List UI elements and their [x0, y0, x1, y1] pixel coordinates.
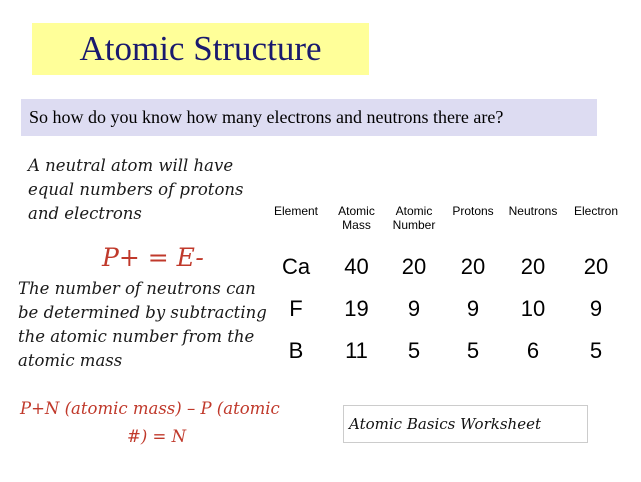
- page-title: Atomic Structure: [79, 29, 322, 68]
- cell-atomic-mass: 11: [345, 338, 368, 363]
- cell-protons: 5: [466, 338, 480, 363]
- header-atomic-number: Atomic Number: [392, 204, 436, 232]
- cell-electron: 5: [589, 338, 603, 363]
- question-text: So how do you know how many electrons and neutrons there are?: [29, 107, 504, 127]
- worksheet-label: Atomic Basics Worksheet: [349, 415, 541, 433]
- cell-atomic-number: 9: [407, 296, 421, 321]
- cell-electron: 20: [583, 254, 609, 279]
- cell-atomic-mass: 40: [344, 254, 369, 279]
- neutral-atom-note: A neutral atom will have equal numbers of protons and electrons: [28, 156, 244, 223]
- cell-neutrons: 20: [520, 254, 546, 279]
- cell-neutrons: 10: [520, 296, 546, 321]
- table-row: [262, 330, 627, 372]
- table-row: [262, 288, 627, 330]
- table-header-row: [262, 196, 627, 246]
- table-row: [262, 246, 627, 288]
- worksheet-link-box[interactable]: [343, 405, 588, 443]
- formula-line-1: P+N (atomic mass) – P (atomic: [20, 399, 280, 418]
- header-protons: Protons: [452, 204, 494, 218]
- cell-element: F: [289, 296, 303, 321]
- question-box: [21, 99, 597, 136]
- title-box: [32, 23, 369, 75]
- cell-neutrons: 6: [526, 338, 540, 363]
- cell-electron: 9: [589, 296, 603, 321]
- cell-protons: 9: [466, 296, 480, 321]
- header-electron: Electron: [573, 204, 619, 218]
- cell-element: B: [288, 338, 304, 363]
- cell-element: Ca: [281, 254, 311, 279]
- header-element: Element: [273, 204, 319, 218]
- proton-electron-equation: P+ = E-: [102, 243, 204, 272]
- cell-atomic-number: 5: [407, 338, 421, 363]
- element-table: [262, 196, 627, 372]
- cell-protons: 20: [460, 254, 486, 279]
- header-atomic-mass: Atomic Mass: [338, 204, 375, 232]
- cell-atomic-mass: 19: [344, 296, 369, 321]
- neutron-rule-note: The number of neutrons can be determined by subtracting the atomic number from the atomic mass: [18, 279, 267, 370]
- cell-atomic-number: 20: [401, 254, 427, 279]
- header-neutrons: Neutrons: [508, 204, 558, 218]
- formula-line-2: #) = N: [127, 427, 187, 446]
- neutron-formula: [20, 395, 285, 451]
